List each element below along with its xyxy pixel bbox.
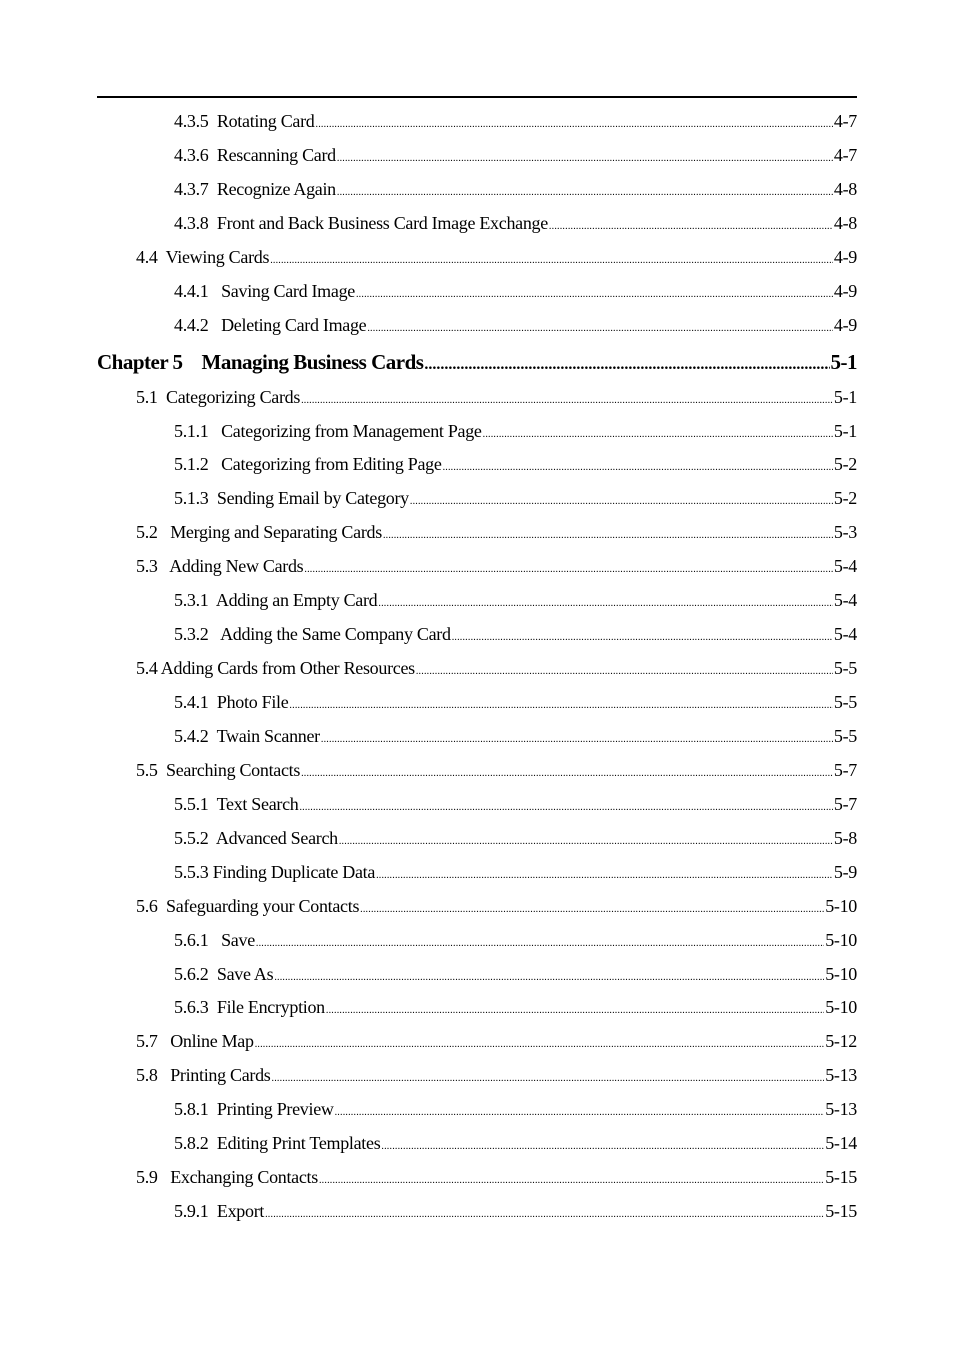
toc-entry-page-number: 5-2 [833, 488, 857, 509]
toc-subsection-entry[interactable] [0, 856, 954, 890]
toc-entry-title: 4.3.8 Front and Back Business Card Image Exchange [174, 212, 548, 233]
dot-leader [319, 1164, 824, 1198]
toc-entry-title: 5.4 Adding Cards from Other Resources [136, 658, 415, 679]
toc-subsection-entry[interactable] [0, 991, 954, 1025]
toc-entry-page-number: 5-10 [825, 963, 857, 984]
toc-section-entry[interactable] [0, 550, 954, 584]
toc-entry-page-number: 5-13 [825, 1065, 857, 1086]
toc-section-entry[interactable] [0, 381, 954, 415]
dot-leader [416, 655, 833, 689]
toc-entry-page-number: 5-15 [825, 1201, 857, 1222]
table-of-contents [0, 105, 954, 1229]
toc-entry-page-number: 4-9 [833, 280, 857, 301]
toc-subsection-entry[interactable] [0, 924, 954, 958]
dot-leader [301, 384, 833, 418]
toc-entry-page-number: 5-1 [833, 386, 857, 407]
toc-entry-title: 4.3.6 Rescanning Card [174, 144, 336, 165]
dot-leader [356, 278, 833, 312]
dot-leader [424, 346, 829, 384]
toc-subsection-entry[interactable] [0, 958, 954, 992]
dot-leader [255, 1028, 825, 1062]
toc-entry-page-number: 4-9 [833, 246, 857, 267]
toc-entry-title: 5.6 Safeguarding your Contacts [136, 895, 360, 916]
toc-subsection-entry[interactable] [0, 275, 954, 309]
dot-leader [274, 961, 824, 995]
dot-leader [483, 418, 833, 452]
toc-entry-page-number: 4-8 [833, 212, 857, 233]
toc-entry-title: 5.3.1 Adding an Empty Card [174, 590, 378, 611]
dot-leader [272, 1062, 825, 1096]
toc-section-entry[interactable] [0, 754, 954, 788]
toc-section-entry[interactable] [0, 1059, 954, 1093]
toc-section-entry[interactable] [0, 652, 954, 686]
dot-leader [410, 485, 833, 519]
dot-leader [304, 553, 833, 587]
toc-entry-title: 5.5.1 Text Search [174, 793, 299, 814]
toc-section-entry[interactable] [0, 1025, 954, 1059]
dot-leader [376, 859, 833, 893]
toc-entry-page-number: 5-4 [833, 556, 857, 577]
toc-entry-title: 5.8.2 Editing Print Templates [174, 1133, 381, 1154]
toc-entry-title: 5.1.2 Categorizing from Editing Page [174, 454, 442, 475]
toc-entry-title: 5.2 Merging and Separating Cards [136, 522, 382, 543]
toc-subsection-entry[interactable] [0, 448, 954, 482]
toc-entry-page-number: 5-7 [833, 759, 857, 780]
dot-leader [383, 519, 833, 553]
dot-leader [443, 451, 833, 485]
toc-chapter-entry[interactable] [0, 343, 954, 381]
toc-section-entry[interactable] [0, 241, 954, 275]
toc-subsection-entry[interactable] [0, 173, 954, 207]
dot-leader [367, 312, 833, 346]
toc-entry-page-number: 5-4 [833, 624, 857, 645]
toc-entry-title: 5.1 Categorizing Cards [136, 386, 301, 407]
toc-entry-title: 5.8 Printing Cards [136, 1065, 271, 1086]
toc-entry-title: 4.3.5 Rotating Card [174, 111, 315, 131]
toc-entry-title: 4.4.1 Saving Card Image [174, 280, 355, 301]
toc-subsection-entry[interactable] [0, 822, 954, 856]
dot-leader [378, 587, 833, 621]
toc-entry-page-number: 5-3 [833, 522, 857, 543]
toc-subsection-entry[interactable] [0, 309, 954, 343]
toc-entry-page-number: 5-10 [825, 929, 857, 950]
toc-subsection-entry[interactable] [0, 584, 954, 618]
toc-subsection-entry[interactable] [0, 618, 954, 652]
toc-entry-title: 5.1.3 Sending Email by Category [174, 488, 409, 509]
toc-entry-title: 5.9 Exchanging Contacts [136, 1167, 318, 1188]
toc-entry-title: 5.8.1 Printing Preview [174, 1099, 334, 1120]
toc-entry-title: Chapter 5 Managing Business Cards [97, 349, 424, 374]
toc-entry-page-number: 5-13 [825, 1099, 857, 1120]
toc-entry-title: 5.3.2 Adding the Same Company Card [174, 624, 451, 645]
toc-entry-page-number: 5-9 [833, 861, 857, 882]
dot-leader [301, 757, 833, 791]
toc-subsection-entry[interactable] [0, 482, 954, 516]
toc-entry-title: 4.3.7 Recognize Again [174, 178, 336, 199]
toc-entry-page-number: 5-10 [825, 895, 857, 916]
dot-leader [339, 825, 833, 859]
toc-entry-title: 4.4 Viewing Cards [136, 246, 270, 267]
dot-leader [299, 791, 832, 825]
toc-entry-title: 4.4.2 Deleting Card Image [174, 314, 367, 335]
toc-entry-page-number: 5-4 [833, 590, 857, 611]
toc-entry-page-number: 4-7 [833, 144, 857, 165]
toc-subsection-entry[interactable] [0, 105, 954, 139]
toc-entry-page-number: 5-1 [830, 349, 857, 374]
dot-leader [335, 1096, 825, 1130]
toc-entry-page-number: 5-1 [833, 420, 857, 441]
toc-entry-page-number: 5-5 [833, 725, 857, 746]
toc-subsection-entry[interactable] [0, 720, 954, 754]
toc-section-entry[interactable] [0, 1161, 954, 1195]
toc-entry-title: 5.5.2 Advanced Search [174, 827, 338, 848]
toc-entry-page-number: 5-5 [833, 658, 857, 679]
toc-entry-title: 5.7 Online Map [136, 1031, 254, 1052]
toc-entry-page-number: 5-10 [825, 997, 857, 1018]
toc-subsection-entry[interactable] [0, 788, 954, 822]
dot-leader [256, 927, 824, 961]
toc-entry-page-number: 4-7 [833, 111, 857, 131]
toc-subsection-entry[interactable] [0, 1195, 954, 1229]
toc-entry-title: 5.6.2 Save As [174, 963, 274, 984]
dot-leader [452, 621, 833, 655]
toc-entry-page-number: 4-9 [833, 314, 857, 335]
dot-leader [337, 176, 833, 210]
toc-entry-title: 5.5 Searching Contacts [136, 759, 301, 780]
dot-leader [326, 994, 824, 1028]
header-rule [97, 96, 857, 98]
toc-section-entry[interactable] [0, 890, 954, 924]
toc-entry-title: 5.3 Adding New Cards [136, 556, 304, 577]
dot-leader [549, 210, 833, 244]
toc-entry-page-number: 5-8 [833, 827, 857, 848]
dot-leader [270, 244, 833, 278]
toc-entry-page-number: 5-7 [833, 793, 857, 814]
toc-section-entry[interactable] [0, 516, 954, 550]
dot-leader [316, 108, 833, 142]
toc-subsection-entry[interactable] [0, 1127, 954, 1161]
toc-subsection-entry[interactable] [0, 207, 954, 241]
toc-entry-page-number: 5-14 [825, 1133, 857, 1154]
dot-leader [289, 689, 832, 723]
toc-entry-page-number: 5-15 [825, 1167, 857, 1188]
toc-entry-page-number: 4-8 [833, 178, 857, 199]
dot-leader [265, 1198, 824, 1232]
toc-subsection-entry[interactable] [0, 686, 954, 720]
toc-subsection-entry[interactable] [0, 139, 954, 173]
toc-subsection-entry[interactable] [0, 1093, 954, 1127]
toc-entry-page-number: 5-12 [825, 1031, 857, 1052]
dot-leader [337, 142, 833, 176]
toc-entry-title: 5.6.1 Save [174, 929, 255, 950]
toc-subsection-entry[interactable] [0, 415, 954, 449]
toc-entry-title: 5.1.1 Categorizing from Management Page [174, 420, 482, 441]
toc-entry-title: 5.9.1 Export [174, 1201, 265, 1222]
toc-entry-title: 5.5.3 Finding Duplicate Data [174, 861, 376, 882]
toc-entry-page-number: 5-5 [833, 692, 857, 712]
toc-entry-title: 5.6.3 File Encryption [174, 997, 325, 1018]
toc-entry-page-number: 5-2 [833, 454, 857, 475]
dot-leader [321, 723, 833, 757]
dot-leader [381, 1130, 824, 1164]
dot-leader [360, 893, 824, 927]
toc-entry-title: 5.4.2 Twain Scanner [174, 725, 320, 746]
toc-entry-title: 5.4.1 Photo File [174, 692, 289, 712]
